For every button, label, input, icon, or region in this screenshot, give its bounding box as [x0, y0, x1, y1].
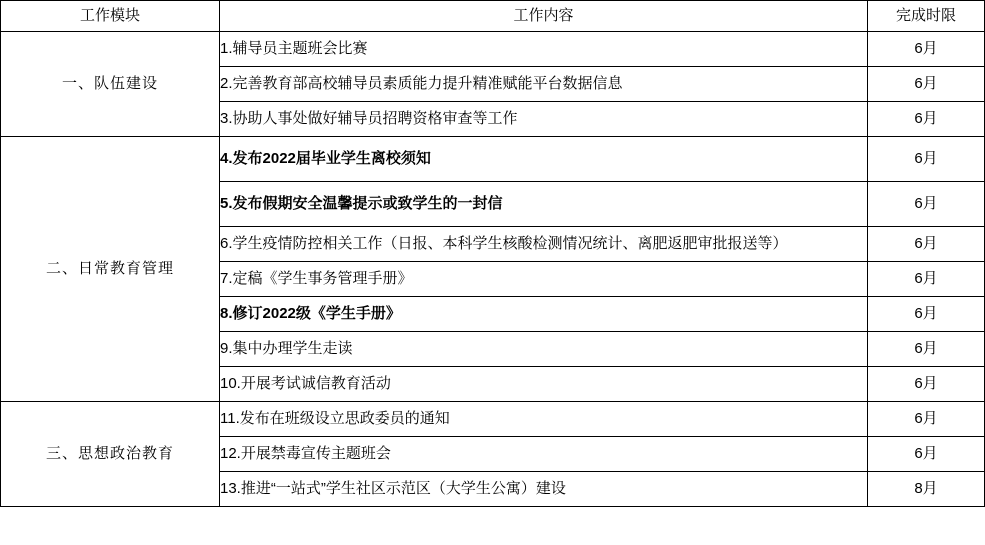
- content-cell: 8.修订2022级《学生手册》: [220, 297, 868, 332]
- content-cell: 6.学生疫情防控相关工作（日报、本科学生核酸检测情况统计、离肥返肥审批报送等）: [220, 227, 868, 262]
- content-cell: 10.开展考试诚信教育活动: [220, 367, 868, 402]
- content-cell: 7.定稿《学生事务管理手册》: [220, 262, 868, 297]
- table-row: [1, 32, 985, 67]
- deadline-cell: 6月: [868, 182, 985, 227]
- deadline-cell: 6月: [868, 437, 985, 472]
- deadline-cell: 6月: [868, 137, 985, 182]
- column-header-deadline: 完成时限: [868, 1, 985, 32]
- module-cell-team-building: 一、队伍建设: [1, 32, 220, 137]
- content-cell: 1.辅导员主题班会比赛: [220, 32, 868, 67]
- content-cell: 2.完善教育部高校辅导员素质能力提升精准赋能平台数据信息: [220, 67, 868, 102]
- content-cell: 9.集中办理学生走读: [220, 332, 868, 367]
- deadline-cell: 6月: [868, 227, 985, 262]
- deadline-cell: 6月: [868, 402, 985, 437]
- column-header-content: 工作内容: [220, 1, 868, 32]
- deadline-cell: 6月: [868, 332, 985, 367]
- deadline-cell: 6月: [868, 32, 985, 67]
- deadline-cell: 6月: [868, 367, 985, 402]
- content-cell: 5.发布假期安全温馨提示或致学生的一封信: [220, 182, 868, 227]
- content-cell: 11.发布在班级设立思政委员的通知: [220, 402, 868, 437]
- module-cell-ideological-education: 三、思想政治教育: [1, 402, 220, 507]
- content-cell: 3.协助人事处做好辅导员招聘资格审查等工作: [220, 102, 868, 137]
- table-header-row: [1, 1, 985, 32]
- deadline-cell: 6月: [868, 297, 985, 332]
- deadline-cell: 6月: [868, 102, 985, 137]
- module-cell-daily-management: 二、日常教育管理: [1, 137, 220, 402]
- content-cell: 13.推进“一站式”学生社区示范区（大学生公寓）建设: [220, 472, 868, 507]
- table-body: [1, 32, 985, 507]
- deadline-cell: 8月: [868, 472, 985, 507]
- column-header-module: 工作模块: [1, 1, 220, 32]
- content-cell: 12.开展禁毒宣传主题班会: [220, 437, 868, 472]
- table-row: [1, 402, 985, 437]
- deadline-cell: 6月: [868, 67, 985, 102]
- content-cell: 4.发布2022届毕业学生离校须知: [220, 137, 868, 182]
- table-row: [1, 137, 985, 182]
- deadline-cell: 6月: [868, 262, 985, 297]
